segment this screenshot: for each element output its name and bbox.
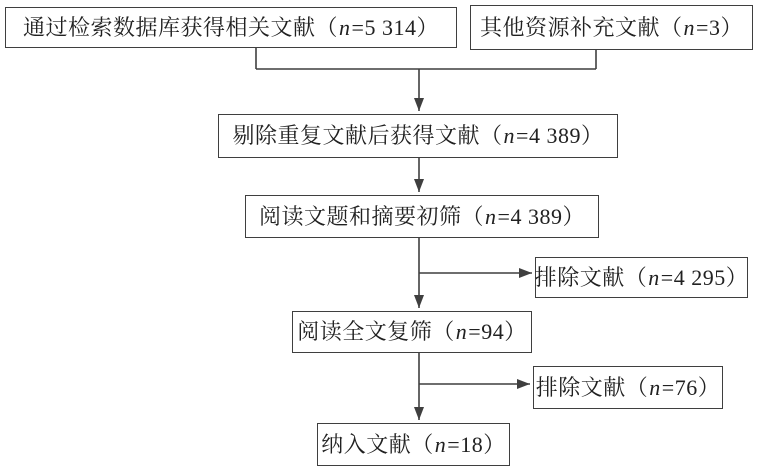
variable-n: n — [434, 431, 447, 457]
node-count: =4 295） — [660, 264, 749, 290]
variable-n: n — [649, 374, 661, 400]
node-count: =3） — [696, 14, 743, 40]
variable-n: n — [683, 14, 696, 40]
node-text: 阅读文题和摘要初筛（ — [259, 203, 485, 229]
node-title-abstract-screen — [245, 195, 599, 238]
node-text: 通过检索数据库获得相关文献（ — [23, 14, 339, 40]
variable-n: n — [648, 264, 660, 290]
variable-n: n — [485, 203, 497, 229]
variable-n: n — [503, 123, 516, 148]
node-after-deduplication — [218, 114, 618, 158]
node-other-sources — [470, 5, 753, 50]
node-text: 排除文献（ — [534, 264, 648, 290]
variable-n: n — [455, 319, 468, 344]
node-count: =76） — [661, 374, 721, 400]
node-text: 其他资源补充文献（ — [480, 14, 683, 40]
node-count: =4 389） — [516, 123, 604, 148]
variable-n: n — [339, 14, 351, 40]
node-excluded-second — [533, 366, 723, 409]
node-excluded-first — [535, 257, 748, 298]
node-text: 排除文献（ — [535, 374, 649, 400]
node-count: =94） — [468, 319, 527, 344]
node-count: =4 389） — [497, 203, 585, 229]
node-text: 阅读全文复筛（ — [297, 319, 455, 344]
node-included — [317, 423, 510, 466]
node-fulltext-screen — [292, 311, 532, 353]
node-database-search — [5, 7, 457, 48]
node-count: =5 314） — [351, 14, 439, 40]
node-text: 纳入文献（ — [321, 431, 434, 457]
node-text: 剔除重复文献后获得文献（ — [232, 123, 503, 148]
node-count: =18） — [447, 431, 506, 457]
